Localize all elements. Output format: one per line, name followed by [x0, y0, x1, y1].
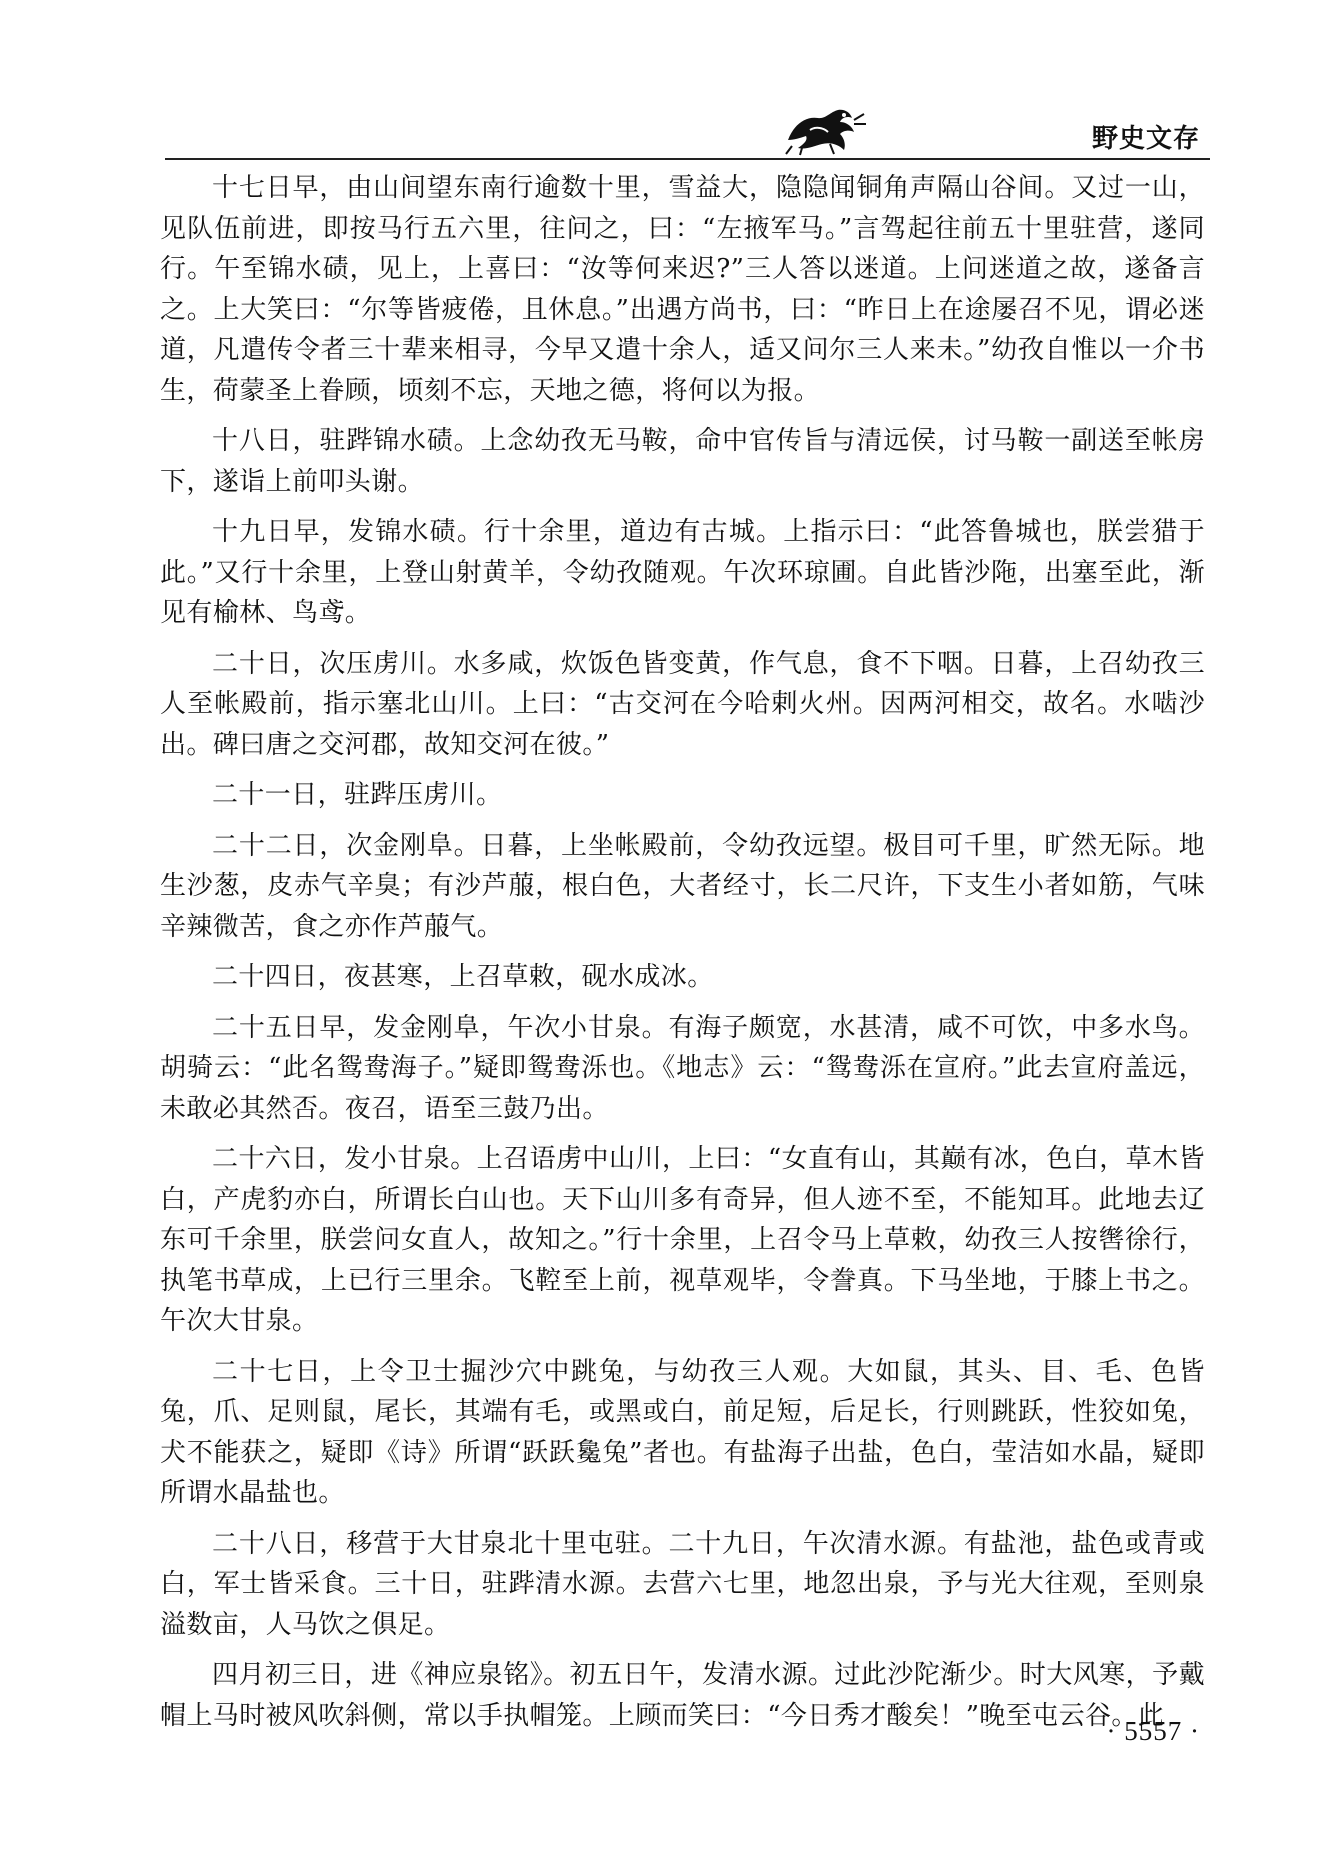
paragraph: 二十二日，次金刚阜。日暮，上坐帐殿前，令幼孜远望。极目可千里，旷然无际。地生沙葱，皮赤气辛臭；有沙芦菔，根白色，大者经寸，长二尺许，下支生小者如筋，气味辛辣微苦，食之亦作芦菔气。 — [160, 830, 1205, 942]
header-divider — [165, 158, 1210, 160]
dragon-logo-icon — [780, 100, 870, 156]
paragraph: 二十四日，夜甚寒，上召草敕，砚水成冰。 — [212, 962, 714, 992]
book-series-title: 野史文存 — [1091, 124, 1200, 154]
paragraph: 二十八日，移营于大甘泉北十里屯驻。二十九日，午次清水源。有盐池，盐色或青或白，军士皆采食。三十日，驻跸清水源。去营六七里，地忽出泉，予与光大往观，至则泉溢数亩，人马饮之俱足。 — [160, 1528, 1205, 1640]
paragraph: 十七日早，由山间望东南行逾数十里，雪益大，隐隐闻铜角声隔山谷间。又过一山，见队伍前进，即按马行五六里，往问之，曰：“左掖军马。”言驾起往前五十里驻营，遂同行。午至锦水碛，见上，上喜曰：“汝等何来迟?”三人答以迷道。上问迷道之故，遂备言之。上大笑曰：“尔等皆疲倦，且休息。”出遇方尚书，曰：“昨日上在途屡召不见，谓必迷道，凡遣传令者三十辈来相寻，今早又遣十余人，适又问尔三人来未。”幼孜自惟以一介书生，荷蒙圣上眷顾，顷刻不忘，天地之德，将何以为报。 — [160, 173, 1205, 406]
paragraph: 二十六日，发小甘泉。上召语虏中山川，上曰：“女直有山，其巅有冰，色白，草木皆白，产虎豹亦白，所谓长白山也。天下山川多有奇异，但人迹不至，不能知耳。此地去辽东可千余里，朕尝问女直人，故知之。”行十余里，上召令马上草敕，幼孜三人按辔徐行，执笔书草成，上已行三里余。飞鞚至上前，视草观毕，令誊真。下马坐地，于膝上书之。午次大甘泉。 — [160, 1144, 1205, 1336]
paragraph: 二十五日早，发金刚阜，午次小甘泉。有海子颇宽，水甚清，咸不可饮，中多水鸟。胡骑云：“此名鸳鸯海子。”疑即鸳鸯泺也。《地志》云：“鸳鸯泺在宣府。”此去宣府盖远，未敢必其然否。夜召，语至三鼓乃出。 — [160, 1012, 1205, 1124]
paragraph: 十八日，驻跸锦水碛。上念幼孜无马鞍，命中官传旨与清远侯，讨马鞍一副送至帐房下，遂诣上前叩头谢。 — [160, 426, 1205, 497]
body-text — [160, 168, 1205, 1746]
page-header — [780, 100, 1210, 160]
page-number: · 5557 · — [1106, 1716, 1200, 1746]
paragraph: 十九日早，发锦水碛。行十余里，道边有古城。上指示曰：“此答鲁城也，朕尝猎于此。”又行十余里，上登山射黄羊，令幼孜随观。午次环琼圃。自此皆沙陁，出塞至此，渐见有榆林、鸟鸢。 — [160, 517, 1205, 628]
paragraph: 二十七日，上令卫士掘沙穴中跳兔，与幼孜三人观。大如鼠，其头、目、毛、色皆兔，爪、足则鼠，尾长，其端有毛，或黑或白，前足短，后足长，行则跳跃，性狡如兔，犬不能获之，疑即《诗》所谓“跃跃毚兔”者也。有盐海子出盐，色白，莹洁如水晶，疑即所谓水晶盐也。 — [160, 1356, 1205, 1508]
paragraph: 二十一日，驻跸压虏川。 — [212, 780, 503, 810]
paragraph: 四月初三日，进《神应泉铭》。初五日午，发清水源。过此沙陀渐少。时大风寒，予戴帽上马时被风吹斜侧，常以手执帽笼。上顾而笑曰：“今日秀才酸矣！”晚至屯云谷。此 — [160, 1660, 1205, 1731]
paragraph: 二十日，次压虏川。水多咸，炊饭色皆变黄，作气息，食不下咽。日暮，上召幼孜三人至帐殿前，指示塞北山川。上曰：“古交河在今哈剌火州。因两河相交，故名。水啮沙出。碑曰唐之交河郡，故知交河在彼。” — [160, 648, 1205, 760]
